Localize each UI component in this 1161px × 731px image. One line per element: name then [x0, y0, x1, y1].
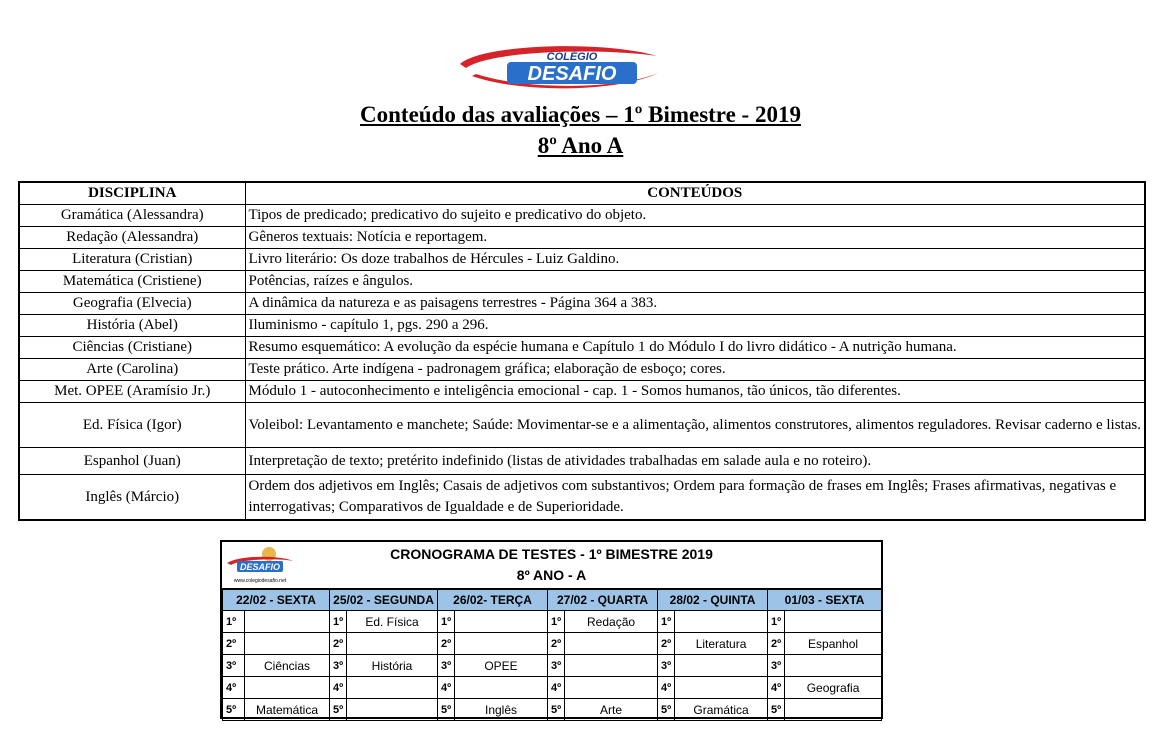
period-row — [223, 655, 882, 677]
schedule-cell — [455, 611, 548, 633]
period-row — [223, 611, 882, 633]
table-row — [19, 475, 1145, 521]
conteudo-cell: Livro literário: Os doze trabalhos de Hércules - Luiz Galdino. — [245, 249, 1145, 271]
period-number: 3º — [223, 655, 245, 677]
period-row — [223, 699, 882, 721]
period-number: 5º — [768, 699, 785, 721]
content-table — [18, 181, 1146, 521]
disciplina-cell: Matemática (Cristiene) — [19, 271, 245, 293]
period-number: 1º — [548, 611, 565, 633]
period-number: 1º — [330, 611, 347, 633]
day-header: 25/02 - SEGUNDA — [330, 590, 438, 611]
conteudo-cell: Tipos de predicado; predicativo do sujeito e predicativo do objeto. — [245, 205, 1145, 227]
period-number: 2º — [548, 633, 565, 655]
logo-main-text: DESAFIO — [527, 63, 617, 85]
day-header: 28/02 - QUINTA — [658, 590, 768, 611]
cronograma-header — [222, 542, 881, 589]
disciplina-cell: Arte (Carolina) — [19, 359, 245, 381]
period-number: 4º — [330, 677, 347, 699]
schedule-cell: Literatura — [675, 633, 768, 655]
disciplina-cell: Geografia (Elvecia) — [19, 293, 245, 315]
disciplina-cell: Ciências (Cristiane) — [19, 337, 245, 359]
conteudo-cell: Teste prático. Arte indígena - padronagem gráfica; elaboração de esboço; cores. — [245, 359, 1145, 381]
disciplina-cell: Redação (Alessandra) — [19, 227, 245, 249]
disciplina-cell: Gramática (Alessandra) — [19, 205, 245, 227]
period-number: 5º — [330, 699, 347, 721]
cronograma-subtitle: 8º ANO - A — [516, 567, 587, 583]
cronograma-logo-text: DESAFIO — [239, 562, 281, 572]
table-row — [19, 271, 1145, 293]
schedule-cell — [347, 677, 438, 699]
schedule-cell — [565, 655, 658, 677]
period-number: 2º — [658, 633, 675, 655]
schedule-cell — [245, 611, 330, 633]
cronograma-days-row — [223, 590, 882, 611]
period-number: 2º — [768, 633, 785, 655]
conteudo-cell: A dinâmica da natureza e as paisagens terrestres - Página 364 a 383. — [245, 293, 1145, 315]
schedule-cell — [675, 677, 768, 699]
period-number: 2º — [438, 633, 455, 655]
schedule-cell — [675, 655, 768, 677]
day-header: 22/02 - SEXTA — [223, 590, 330, 611]
cronograma-title: CRONOGRAMA DE TESTES - 1º BIMESTRE 2019 — [390, 546, 713, 562]
disciplina-cell: Literatura (Cristian) — [19, 249, 245, 271]
schedule-cell — [347, 699, 438, 721]
table-row — [19, 315, 1145, 337]
schedule-cell: Geografia — [785, 677, 882, 699]
period-number: 5º — [438, 699, 455, 721]
period-row — [223, 633, 882, 655]
period-number: 1º — [223, 611, 245, 633]
period-number: 3º — [768, 655, 785, 677]
schedule-cell: História — [347, 655, 438, 677]
cronograma-grid — [222, 589, 882, 721]
schedule-cell — [245, 633, 330, 655]
colegio-desafio-logo — [452, 42, 667, 96]
table-row — [19, 381, 1145, 403]
period-row — [223, 677, 882, 699]
schedule-cell — [785, 655, 882, 677]
period-number: 1º — [658, 611, 675, 633]
table-row — [19, 448, 1145, 475]
conteudo-cell: Gêneros textuais: Notícia e reportagem. — [245, 227, 1145, 249]
page-title: Conteúdo das avaliações – 1º Bimestre - 2019 — [360, 102, 801, 127]
period-number: 2º — [330, 633, 347, 655]
period-number: 2º — [223, 633, 245, 655]
schedule-cell: Gramática — [675, 699, 768, 721]
disciplina-cell: História (Abel) — [19, 315, 245, 337]
period-number: 3º — [658, 655, 675, 677]
period-number: 4º — [768, 677, 785, 699]
schedule-cell — [565, 633, 658, 655]
page-subtitle: 8º Ano A — [537, 133, 624, 158]
schedule-cell: Redação — [565, 611, 658, 633]
day-header: 01/03 - SEXTA — [768, 590, 882, 611]
disciplina-cell: Espanhol (Juan) — [19, 448, 245, 475]
schedule-cell — [675, 611, 768, 633]
period-number: 5º — [658, 699, 675, 721]
disciplina-cell: Met. OPEE (Aramísio Jr.) — [19, 381, 245, 403]
schedule-cell: Espanhol — [785, 633, 882, 655]
disciplina-cell: Ed. Física (Igor) — [19, 403, 245, 448]
day-header: 26/02- TERÇA — [438, 590, 548, 611]
conteudo-cell: Ordem dos adjetivos em Inglês; Casais de adjetivos com substantivos; Ordem para formação de frases em Inglês; Frases afirmativas, negativas e interrogativas; Comparativos de Igualdade e de Superioridade. — [245, 475, 1145, 521]
conteudo-cell: Interpretação de texto; pretérito indefinido (listas de atividades trabalhadas em salade aula e no roteiro). — [245, 448, 1145, 475]
header-conteudos: CONTEÚDOS — [245, 182, 1145, 205]
period-number: 3º — [330, 655, 347, 677]
schedule-cell — [347, 633, 438, 655]
period-number: 4º — [548, 677, 565, 699]
content-table-header — [19, 182, 1145, 205]
schedule-cell: OPEE — [455, 655, 548, 677]
schedule-cell: Inglês — [455, 699, 548, 721]
period-number: 1º — [768, 611, 785, 633]
conteudo-cell: Potências, raízes e ângulos. — [245, 271, 1145, 293]
logo-top-text: COLÉGIO — [546, 51, 598, 63]
table-row — [19, 249, 1145, 271]
header-disciplina: DISCIPLINA — [19, 182, 245, 205]
table-row — [19, 359, 1145, 381]
day-header: 27/02 - QUARTA — [548, 590, 658, 611]
period-number: 4º — [658, 677, 675, 699]
table-row — [19, 205, 1145, 227]
table-row — [19, 293, 1145, 315]
conteudo-cell: Voleibol: Levantamento e manchete; Saúde: Movimentar-se e a alimentação, alimentos construtores, alimentos reguladores. Revisar caderno e listas. — [245, 403, 1145, 448]
conteudo-cell: Módulo 1 - autoconhecimento e inteligência emocional - cap. 1 - Somos humanos, tão únicos, tão diferentes. — [245, 381, 1145, 403]
table-row — [19, 403, 1145, 448]
period-number: 1º — [438, 611, 455, 633]
period-number: 4º — [438, 677, 455, 699]
schedule-cell: Ed. Física — [347, 611, 438, 633]
conteudo-cell: Iluminismo - capítulo 1, pgs. 290 a 296. — [245, 315, 1145, 337]
schedule-cell — [455, 633, 548, 655]
period-number: 4º — [223, 677, 245, 699]
period-number: 5º — [223, 699, 245, 721]
table-row — [19, 227, 1145, 249]
conteudo-cell: Resumo esquemático: A evolução da espécie humana e Capítulo 1 do Módulo I do livro didático - A nutrição humana. — [245, 337, 1145, 359]
schedule-cell — [785, 699, 882, 721]
period-number: 5º — [548, 699, 565, 721]
schedule-cell — [785, 611, 882, 633]
period-number: 3º — [548, 655, 565, 677]
schedule-cell: Ciências — [245, 655, 330, 677]
cronograma-box — [220, 540, 883, 719]
schedule-cell: Arte — [565, 699, 658, 721]
table-row — [19, 337, 1145, 359]
disciplina-cell: Inglês (Márcio) — [19, 475, 245, 521]
schedule-cell — [565, 677, 658, 699]
cronograma-logo-url: www.colegiodesafio.net — [233, 578, 287, 584]
schedule-cell: Matemática — [245, 699, 330, 721]
schedule-cell — [245, 677, 330, 699]
schedule-cell — [455, 677, 548, 699]
period-number: 3º — [438, 655, 455, 677]
